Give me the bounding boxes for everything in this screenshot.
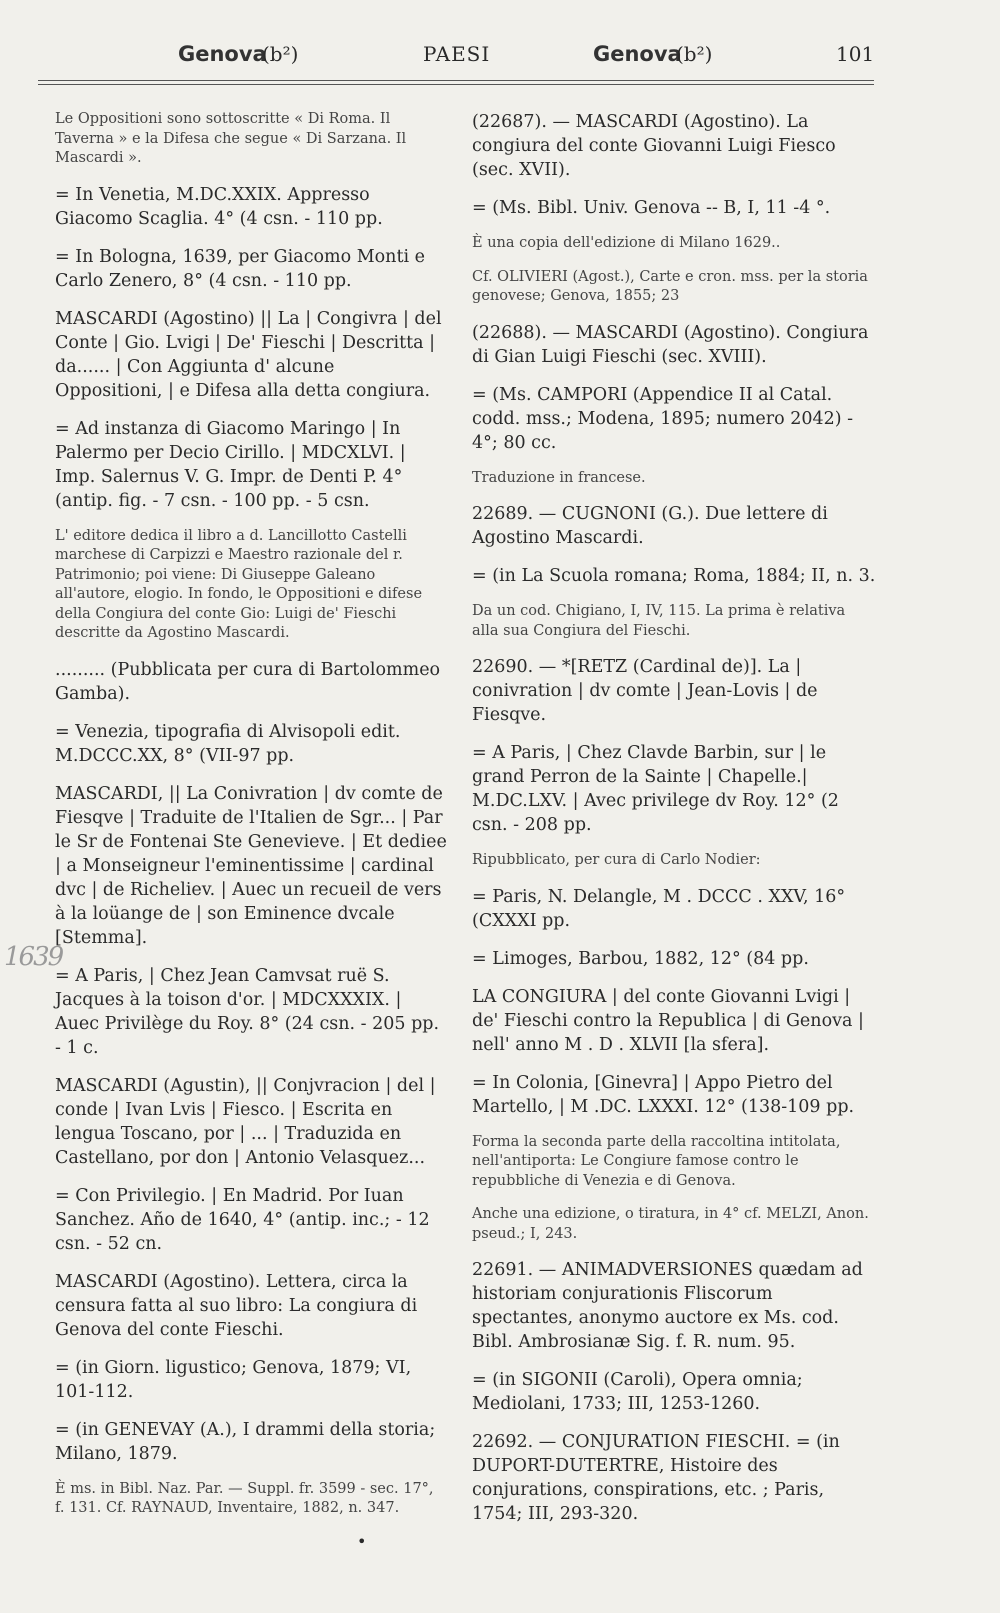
handwritten-margin-note: 1639 (4, 942, 63, 972)
bibliographic-note: Le Oppositioni sono sottoscritte « Di Roma. Il Taverna » e la Difesa che segue « Di Sarzana. Il Mascardi ». (55, 111, 407, 166)
header-left-sup: (b²) (262, 42, 299, 66)
bibliographic-entry: = A Paris, | Chez Clavde Barbin, sur | le grand Perron de la Sainte | Chapelle.| M.DC.LXV. | Avec privilege dv Roy. 12° (2 csn. - 208 pp. (472, 743, 839, 835)
bibliographic-note: L' editore dedica il libro a d. Lancillotto Castelli marchese di Carpizzi e Maestro razionale del r. Patrimonio; poi viene: Di Giuseppe Galeano all'autore, elogio. In fondo, le Oppositioni e difese della Congiura del conte Gio: Luigi de' Fieschi descritte da Agostino Mascardi. (55, 527, 423, 641)
bibliographic-entry: = Venezia, tipografia di Alvisopoli edit. M.DCCC.XX, 8° (VII-97 pp. (55, 721, 401, 766)
bibliographic-entry: MASCARDI (Agustin), || Conjvracion | del | conde | Ivan Lvis | Fiesco. | Escrita en lengua Toscano, por | ... | Traduzida en Castellano, por don | Antonio Velasquez... (55, 1075, 436, 1168)
bibliographic-note: Da un cod. Chigiano, I, IV, 115. La prima è relativa alla sua Congiura del Fieschi. (472, 603, 846, 639)
bibliographic-entry: = In Colonia, [Ginevra] | Appo Pietro del Martello, | M .DC. LXXXI. 12° (138-109 pp. (472, 1072, 855, 1117)
bibliographic-entry: = In Venetia, M.DC.XXIX. Appresso Giacomo Scaglia. 4° (4 csn. - 110 pp. (55, 184, 383, 229)
bibliographic-entry: (22688). — MASCARDI (Agostino). Congiura di Gian Luigi Fieschi (sec. XVIII). (472, 322, 869, 367)
bibliographic-entry: 22689. — CUGNONI (G.). Due lettere di Agostino Mascardi. (472, 504, 828, 548)
bibliographic-entry: 22692. — CONJURATION FIESCHI. = (in DUPORT-DUTERTRE, Histoire des conjurations, conspirations, etc. ; Paris, 1754; III, 293-320. (472, 1432, 840, 1524)
bibliographic-entry: MASCARDI (Agostino). Lettera, circa la censura fatta al suo libro: La congiura di Genova del conte Fieschi. (55, 1271, 418, 1340)
bibliographic-entry: = (in SIGONII (Caroli), Opera omnia; Mediolani, 1733; III, 1253-1260. (472, 1370, 803, 1414)
bibliographic-entry: = (in Giorn. ligustico; Genova, 1879; VI, 101-112. (55, 1357, 412, 1402)
bibliographic-entry: (22687). — MASCARDI (Agostino). La congiura del conte Giovanni Luigi Fiesco (sec. XVII). (472, 112, 836, 180)
bibliographic-entry: = Limoges, Barbou, 1882, 12° (84 pp. (472, 948, 809, 969)
bibliographic-entry: = (in GENEVAY (A.), I drammi della storia; Milano, 1879. (55, 1419, 436, 1464)
bibliographic-entry: 22690. — *[RETZ (Cardinal de)]. La | conivration | dv comte | Jean-Lovis | de Fiesqve. (472, 657, 818, 725)
header-left-title: Genova (178, 42, 267, 66)
bibliographic-note: Ripubblicato, per cura di Carlo Nodier: (472, 852, 761, 868)
bibliographic-entry: = (in La Scuola romana; Roma, 1884; II, n. 3. (472, 566, 876, 586)
page-number: 101 (836, 42, 875, 66)
bibliographic-entry: LA CONGIURA | del conte Giovanni Lvigi | de' Fieschi contro la Republica | di Genova | nell' anno M . D . XLVII [la sfera]. (472, 986, 864, 1055)
bibliographic-note: Anche una edizione, o tiratura, in 4° cf. MELZI, Anon. pseud.; I, 243. (472, 1206, 869, 1242)
bibliographic-note: Cf. OLIVIERI (Agost.), Carte e cron. mss. per la storia genovese; Genova, 1855; 23 (472, 268, 868, 304)
bibliographic-entry: ......... (Pubblicata per cura di Bartolommeo Gamba). (55, 659, 441, 704)
right-column (472, 110, 876, 1540)
header-rule-top (38, 80, 874, 81)
header-center: PAESI (423, 42, 491, 66)
bibliographic-entry: MASCARDI, || La Conivration | dv comte de Fiesqve | Traduite de l'Italien de Sgr... | Par le Sr de Fontenai Ste Genevieve. | Et dediee | a Monseigneur l'eminentissime | cardinal dvc | de Richeliev. | Auec un recueil de vers à la loüange de | son Eminence dvcale [Stemma]. (55, 783, 447, 948)
bibliographic-note: Forma la seconda parte della raccoltina intitolata, nell'antiporta: Le Congiure famose contro le repubbliche di Venezia e di Genova. (472, 1133, 841, 1189)
bibliographic-entry: = (Ms. CAMPORI (Appendice II al Catal. codd. mss.; Modena, 1895; numero 2042) - 4°; 80 cc. (472, 384, 854, 453)
header-rule-bottom (38, 84, 874, 85)
left-column (55, 110, 447, 1533)
bibliographic-note: È una copia dell'edizione di Milano 1629.. (472, 235, 781, 251)
bibliographic-entry: = Ad instanza di Giacomo Maringo | In Palermo per Decio Cirillo. | MDCXLVI. | Imp. Salernus V. G. Impr. de Denti P. 4° (antip. fig. - 7 csn. - 100 pp. - 5 csn. (55, 418, 406, 511)
running-header (0, 42, 1000, 72)
header-right-title: Genova (593, 42, 682, 66)
bibliographic-entry: = In Bologna, 1639, per Giacomo Monti e Carlo Zenero, 8° (4 csn. - 110 pp. (55, 246, 425, 291)
header-right-sup: (b²) (676, 42, 713, 66)
bibliographic-entry: = Paris, N. Delangle, M . DCCC . XXV, 16° (CXXXI pp. (472, 886, 846, 931)
bibliographic-entry: 22691. — ANIMADVERSIONES quædam ad historiam conjurationis Fliscorum spectantes, anonymo auctore ex Ms. cod. Bibl. Ambrosianæ Sig. f. R. num. 95. (472, 1260, 863, 1352)
bibliographic-entry: = (Ms. Bibl. Univ. Genova -- B, I, 11 -4 °. (472, 198, 831, 218)
bibliographic-note: Traduzione in francese. (472, 469, 646, 486)
footer-mark: • (357, 1532, 367, 1551)
bibliographic-entry: = Con Privilegio. | En Madrid. Por Iuan Sanchez. Año de 1640, 4° (antip. inc.; - 12 csn. - 52 cn. (55, 1185, 430, 1254)
bibliographic-entry: MASCARDI (Agostino) || La | Congivra | del Conte | Gio. Lvigi | De' Fieschi | Descritta | da...... | Con Aggiunta d' alcune Oppositioni, | e Difesa alla detta congiura. (55, 308, 442, 401)
bibliographic-entry: = A Paris, | Chez Jean Camvsat ruë S. Jacques à la toison d'or. | MDCXXXIX. | Auec Privilège du Roy. 8° (24 csn. - 205 pp. - 1 c. (55, 965, 440, 1058)
bibliographic-note: È ms. in Bibl. Naz. Par. — Suppl. fr. 3599 - sec. 17°, f. 131. Cf. RAYNAUD, Inventaire, 1882, n. 347. (55, 1480, 434, 1516)
